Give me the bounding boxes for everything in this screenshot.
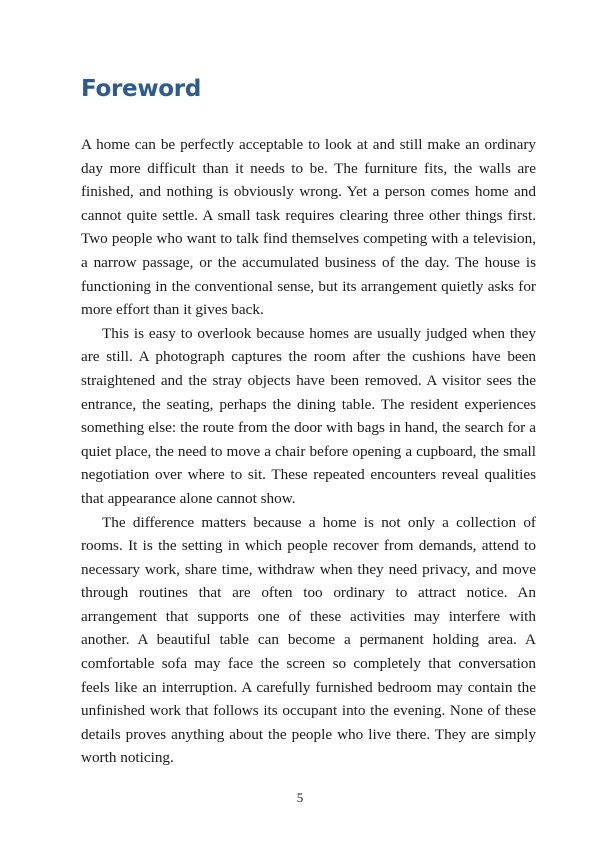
body-text	[81, 133, 536, 770]
page-number: 5	[296, 790, 304, 805]
paragraph: This is easy to overlook because homes are usually judged when they are still. A photograph captures the room after the cushions have been straightened and the stray objects have been removed. A visitor sees the entrance, the seating, perhaps the dining table. The resident experiences something else: the route from the door with bags in hand, the search for a quiet place, the need to move a chair before opening a cupboard, the small negotiation over where to sit. These repeated encounters reveal qualities that appearance alone cannot show.	[81, 324, 536, 507]
paragraph: The difference matters because a home is not only a collection of rooms. It is the setting in which people recover from demands, attend to necessary work, share time, withdraw when they need privacy, and move through routines that are often too ordinary to attract notice. An arrangement that supports one of these activities may interfere with another. A beautiful table can become a permanent holding area. A comfortable sofa may face the screen so completely that conversation feels like an interruption. A carefully furnished bedroom may contain the unfinished work that follows its occupant into the evening. None of these details proves anything about the people who live there. They are simply worth noticing.	[81, 513, 536, 767]
chapter-heading: Foreword	[81, 76, 201, 102]
paragraph: A home can be perfectly acceptable to look at and still make an ordinary day more difficult than it needs to be. The furniture fits, the walls are finished, and nothing is obviously wrong. Yet a person comes home and cannot quite settle. A small task requires clearing three other things first. Two people who want to talk find themselves competing with a television, a narrow passage, or the accumulated business of the day. The house is functioning in the conventional sense, but its arrangement quietly asks for more effort than it gives back.	[81, 136, 536, 319]
